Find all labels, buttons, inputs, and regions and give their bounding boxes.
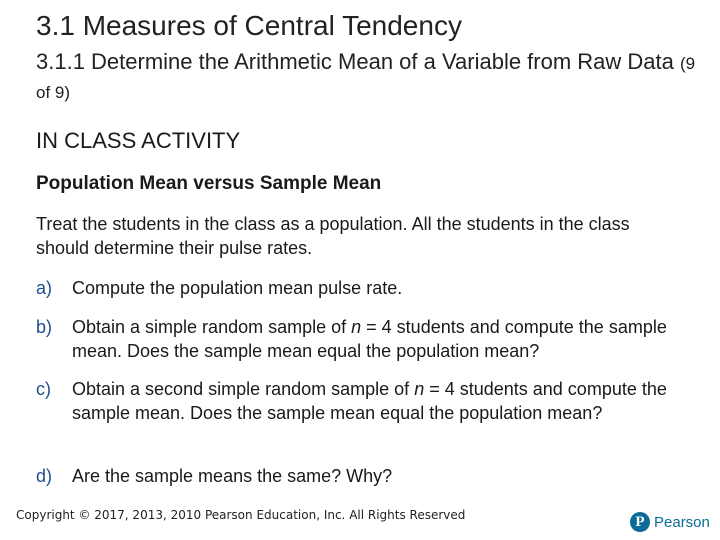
list-item-letter: c)	[36, 379, 51, 399]
activity-heading: Population Mean versus Sample Mean	[36, 173, 382, 194]
section-heading: IN CLASS ACTIVITY	[36, 128, 241, 153]
subtitle-main: 3.1.1 Determine the Arithmetic Mean of a Variable from Raw Data	[36, 49, 674, 74]
slide-title: 3.1 Measures of Central Tendency	[36, 10, 462, 41]
list-item-text: Obtain a second simple random sample of n = 4 students and compute the sample mean. Does the sample mean equal the population mean?	[72, 379, 667, 423]
copyright-footer: Copyright © 2017, 2013, 2010 Pearson Education, Inc. All Rights Reserved	[16, 508, 466, 522]
list-item-letter: b)	[36, 317, 53, 337]
pearson-logo	[630, 511, 710, 533]
slide-subtitle	[36, 48, 696, 106]
list-item-text: Are the sample means the same? Why?	[72, 466, 393, 486]
intro-paragraph: Treat the students in the class as a population. All the students in the class should determine their pulse rates.	[36, 214, 630, 258]
list-item-letter: a)	[36, 278, 53, 298]
list-item-text: Obtain a simple random sample of n = 4 students and compute the sample mean. Does the sample mean equal the population mean?	[72, 317, 667, 361]
pearson-logo-wordmark: Pearson	[654, 513, 710, 531]
list-item-letter: d)	[36, 466, 53, 486]
subtitle-page-indicator: (9 of 9)	[36, 54, 696, 102]
list-item-text: Compute the population mean pulse rate.	[72, 278, 403, 298]
pearson-logo-icon: P	[630, 512, 650, 532]
